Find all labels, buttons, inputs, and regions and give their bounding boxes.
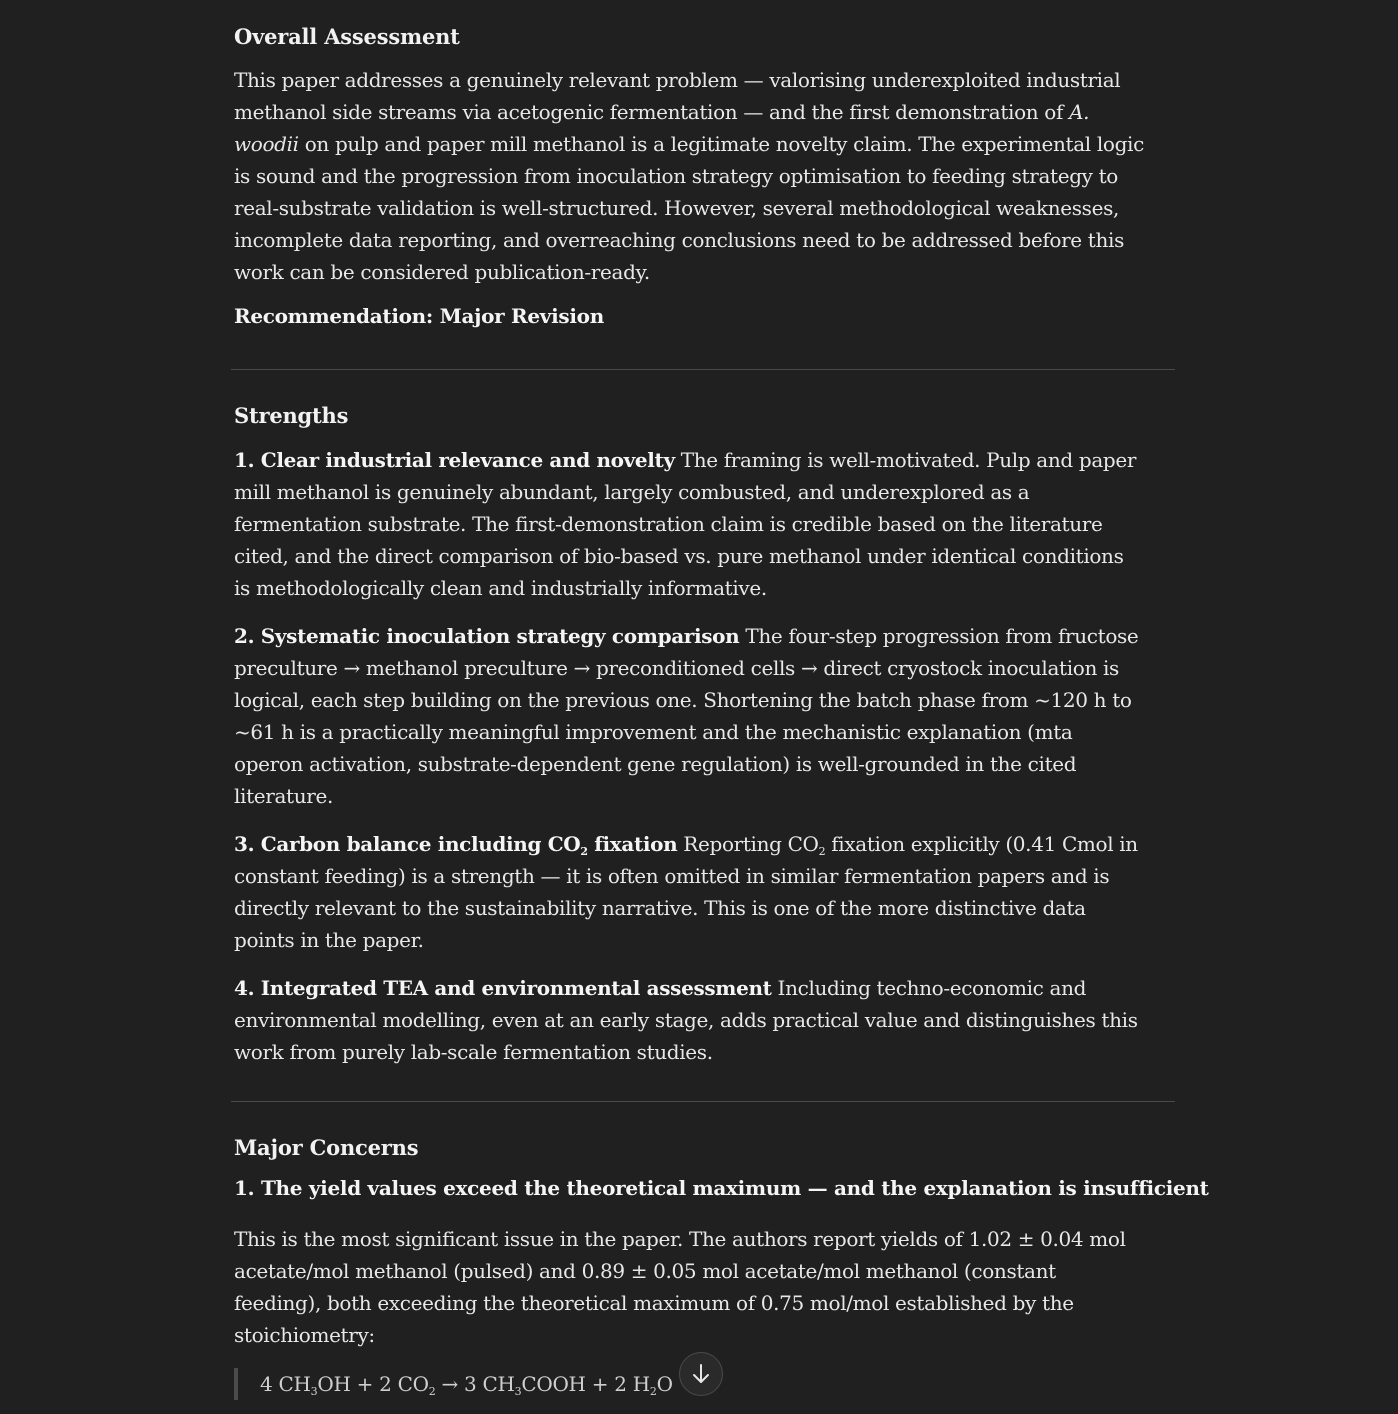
overall-assessment-heading: Overall Assessment — [234, 24, 460, 49]
arrow-down-icon — [691, 1363, 711, 1385]
divider — [231, 369, 1175, 370]
recommendation-text: Recommendation: Major Revision — [234, 304, 604, 328]
divider — [231, 1101, 1175, 1102]
scroll-to-bottom-button[interactable] — [679, 1352, 723, 1396]
stoichiometry-equation: 4 $CH_3OH + 2$ $CO_2 \to 3$ $CH_3COOH + 2$ $H_2O$ — [234, 1368, 673, 1400]
strength-item-4: 4. Integrated TEA and environmental assessment Including techno-economic and environmental modelling, even at an early stage, adds practical value and distinguishes this work from purely lab-scale fermentation studies. — [234, 976, 1138, 1064]
concern-item-1-title: 1. The yield values exceed the theoretical maximum — and the explanation is insufficient — [234, 1176, 1209, 1200]
strength-item-1: 1. Clear industrial relevance and novelty The framing is well-motivated. Pulp and paper mill methanol is genuinely abundant, largely combusted, and underexplored as a fermentation substrate. The first-demonstration claim is credible based on the literature cited, and the direct comparison of bio-based vs. pure methanol under identical conditions is methodologically clean and industrially informative. — [234, 448, 1137, 600]
major-concerns-heading: Major Concerns — [234, 1135, 419, 1160]
strength-item-3: 3. Carbon balance including $CO_2$ fixation Reporting $CO_2$ fixation explicitly (0.41 Cmol in constant feeding) is a strength — it is often omitted in similar fermentation papers and is directly relevant to the sustainability narrative. This is one of the more distinctive data points in the paper. — [234, 832, 1138, 952]
concern-item-1-text: This is the most significant issue in the paper. The authors report yields of 1.02 ± 0.04 mol acetate/mol methanol (pulsed) and 0.89 ± 0.05 mol acetate/mol methanol (constant feeding), both exceeding the theoretical maximum of 0.75 mol/mol established by the stoichiometry: — [234, 1227, 1126, 1347]
strengths-heading: Strengths — [234, 403, 349, 428]
overall-assessment-paragraph: This paper addresses a genuinely relevant problem — valorising underexploited industrial methanol side streams via acetogenic fermentation — and the first demonstration of A. woodii on pulp and paper mill methanol is a legitimate novelty claim. The experimental logic is sound and the progression from inoculation strategy optimisation to feeding strategy to real-substrate validation is well-structured. However, several methodological weaknesses, incomplete data reporting, and overreaching conclusions need to be addressed before this work can be considered publication-ready. — [234, 68, 1144, 284]
strength-item-2: 2. Systematic inoculation strategy comparison The four-step progression from fructose preculture → methanol preculture → preconditioned cells → direct cryostock inoculation is logical, each step building on the previous one. Shortening the batch phase from ~120 h to ~61 h is a practically meaningful improvement and the mechanistic explanation (mta operon activation, substrate-dependent gene regulation) is well-grounded in the cited literature. — [234, 624, 1139, 808]
